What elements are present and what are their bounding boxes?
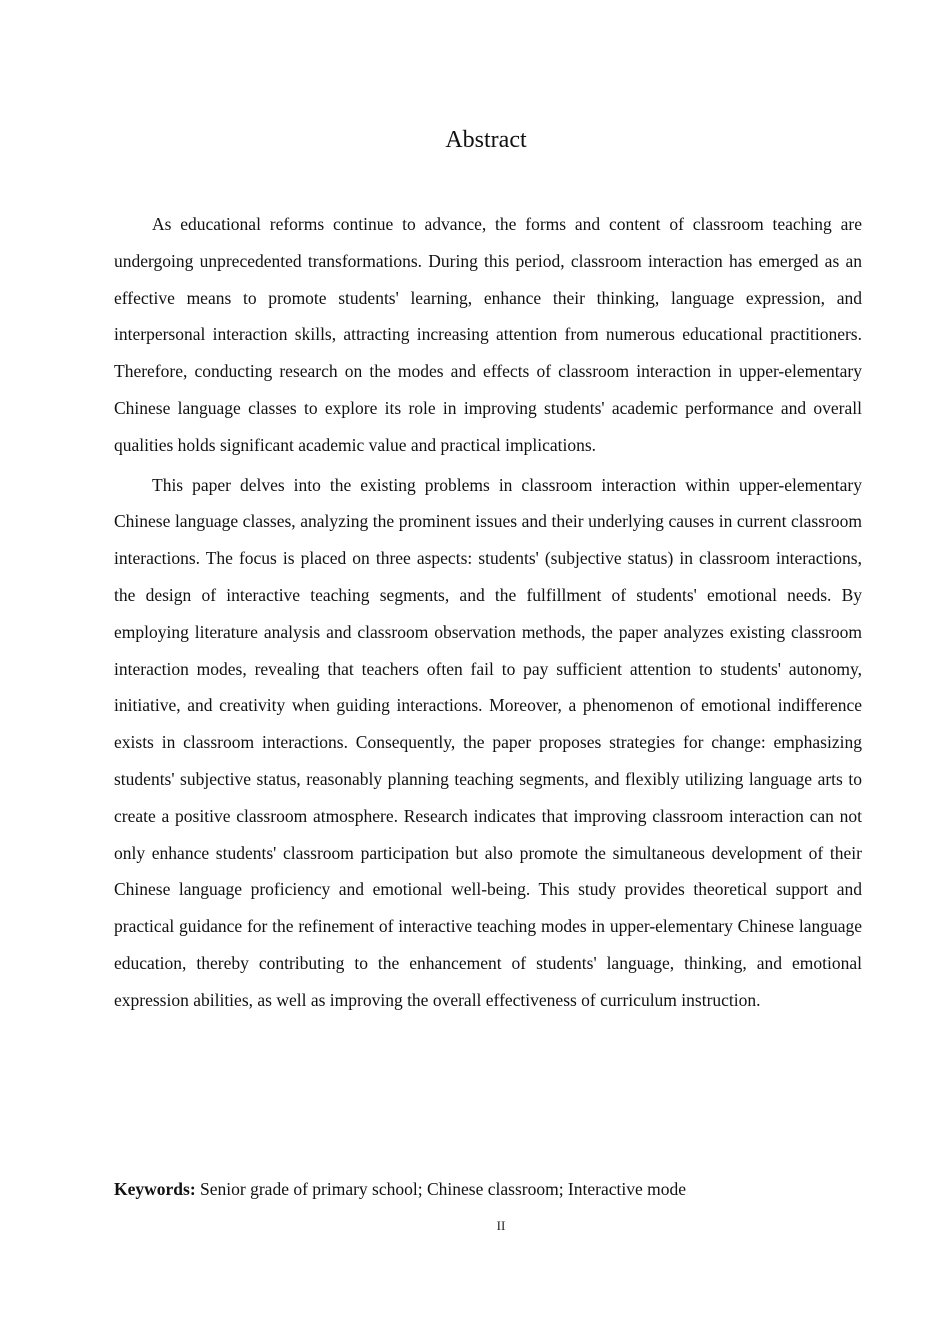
keywords-line — [114, 1174, 862, 1204]
abstract-paragraph-1: As educational reforms continue to advance, the forms and content of classroom teaching are undergoing unprecedented transformations. During this period, classroom interaction has emerged as an effective means to promote students' learning, enhance their thinking, language expression, and interpersonal interaction skills, attracting increasing attention from numerous educational practitioners. Therefore, conducting research on the modes and effects of classroom interaction in upper-elementary Chinese language classes to explore its role in improving students' academic performance and overall qualities holds significant academic value and practical implications. — [114, 214, 862, 455]
page-number: II — [496, 1218, 506, 1233]
page-title: Abstract — [445, 127, 527, 153]
keywords-text: Senior grade of primary school; Chinese classroom; Interactive mode — [195, 1179, 686, 1199]
abstract-body — [114, 206, 862, 1019]
keywords-label: Keywords: — [114, 1179, 196, 1199]
abstract-paragraph-2: This paper delves into the existing problems in classroom interaction within upper-elementary Chinese language classes, analyzing the prominent issues and their underlying causes in current classroom interactions. The focus is placed on three aspects: students' (subjective status) in classroom interactions, the design of interactive teaching segments, and the fulfillment of students' emotional needs. By employing literature analysis and classroom observation methods, the paper analyzes existing classroom interaction modes, revealing that teachers often fail to pay sufficient attention to students' autonomy, initiative, and creativity when guiding interactions. Moreover, a phenomenon of emotional indifference exists in classroom interactions. Consequently, the paper proposes strategies for change: emphasizing students' subjective status, reasonably planning teaching segments, and flexibly utilizing language arts to create a positive classroom atmosphere. Research indicates that improving classroom interaction can not only enhance students' classroom participation but also promote the simultaneous development of their Chinese language proficiency and emotional well-being. This study provides theoretical support and practical guidance for the refinement of interactive teaching modes in upper-elementary Chinese language education, thereby contributing to the enhancement of students' language, thinking, and emotional expression abilities, as well as improving the overall effectiveness of curriculum instruction. — [114, 474, 862, 1010]
